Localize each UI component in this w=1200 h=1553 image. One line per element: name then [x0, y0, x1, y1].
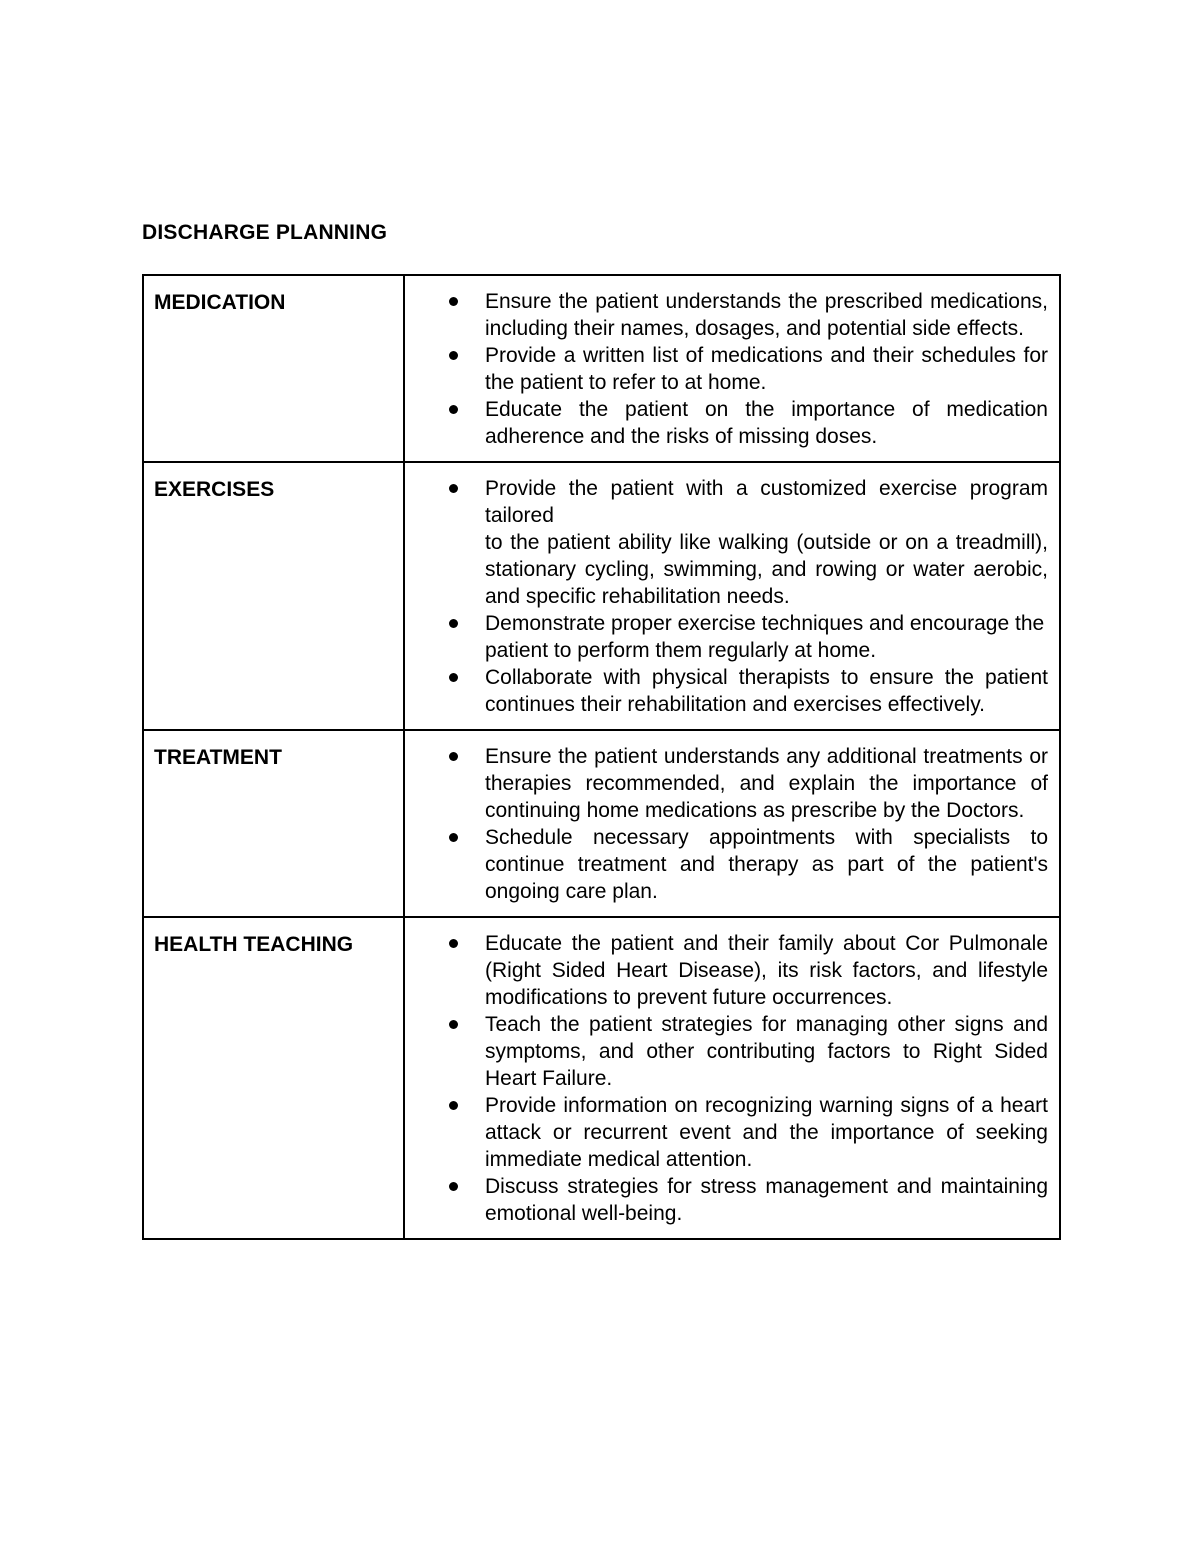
list-item [405, 342, 1048, 396]
list-item [405, 930, 1048, 1011]
list-item-text: Collaborate with physical therapists to ensure the patient continues their rehabilitation and exercises effectively. [485, 666, 1048, 716]
bullet-icon [449, 405, 458, 414]
list-item [405, 664, 1048, 718]
row-label: MEDICATION [143, 275, 404, 462]
row-content [404, 275, 1060, 462]
discharge-planning-table [142, 274, 1061, 1240]
bullet-icon [449, 1182, 458, 1191]
row-label: HEALTH TEACHING [143, 917, 404, 1239]
row-content [404, 917, 1060, 1239]
bullet-icon [449, 297, 458, 306]
page-title: DISCHARGE PLANNING [142, 221, 388, 244]
list-item-text: Ensure the patient understands any additional treatments or therapies recommended, and explain the importance of continuing home medications as prescribe by the Doctors. [485, 745, 1048, 822]
bullet-icon [449, 752, 458, 761]
list-item [405, 475, 1048, 610]
list-item-text: Educate the patient on the importance of medication adherence and the risks of missing doses. [485, 398, 1048, 448]
table-row [143, 462, 1060, 730]
table-row [143, 730, 1060, 917]
bullet-icon [449, 833, 458, 842]
bullet-icon [449, 673, 458, 682]
bullet-list [405, 475, 1048, 718]
bullet-icon [449, 484, 458, 493]
list-item [405, 288, 1048, 342]
list-item-text: Discuss strategies for stress management and maintaining emotional well-being. [485, 1175, 1048, 1225]
list-item [405, 1011, 1048, 1092]
list-item-text: Demonstrate proper exercise techniques and encourage the [485, 612, 1045, 635]
list-item [405, 743, 1048, 824]
table-row [143, 917, 1060, 1239]
table-row [143, 275, 1060, 462]
list-item-text: Provide the patient with a customized exercise program tailored [485, 477, 1048, 527]
bullet-icon [449, 351, 458, 360]
row-content [404, 462, 1060, 730]
row-label: EXERCISES [143, 462, 404, 730]
bullet-icon [449, 619, 458, 628]
list-item-text: Teach the patient strategies for managing other signs and symptoms, and other contributing factors to Right Sided Heart Failure. [485, 1013, 1048, 1090]
list-item [405, 396, 1048, 450]
bullet-list [405, 930, 1048, 1227]
list-item-text: Provide a written list of medications and their schedules for the patient to refer to at home. [485, 344, 1048, 394]
bullet-list [405, 743, 1048, 905]
list-item-text: Ensure the patient understands the prescribed medications, including their names, dosages, and potential side effects. [485, 290, 1048, 340]
list-item [405, 610, 1048, 664]
list-item-text: patient to perform them regularly at home. [485, 639, 877, 662]
table-body [143, 275, 1060, 1239]
list-item-text: Educate the patient and their family about Cor Pulmonale (Right Sided Heart Disease), its risk factors, and lifestyle modifications to prevent future occurrences. [485, 932, 1048, 1009]
list-item [405, 824, 1048, 905]
list-item-text: Provide information on recognizing warning signs of a heart attack or recurrent event and the importance of seeking immediate medical attention. [485, 1094, 1048, 1171]
bullet-list [405, 288, 1048, 450]
bullet-icon [449, 1101, 458, 1110]
bullet-icon [449, 939, 458, 948]
list-item-text: Schedule necessary appointments with specialists to continue treatment and therapy as part of the patient's ongoing care plan. [485, 826, 1048, 903]
list-item-text: to the patient ability like walking (outside or on a treadmill), stationary cycling, swimming, and rowing or water aerobic, and specific rehabilitation needs. [485, 531, 1048, 608]
row-label: TREATMENT [143, 730, 404, 917]
bullet-icon [449, 1020, 458, 1029]
row-content [404, 730, 1060, 917]
list-item [405, 1092, 1048, 1173]
list-item [405, 1173, 1048, 1227]
